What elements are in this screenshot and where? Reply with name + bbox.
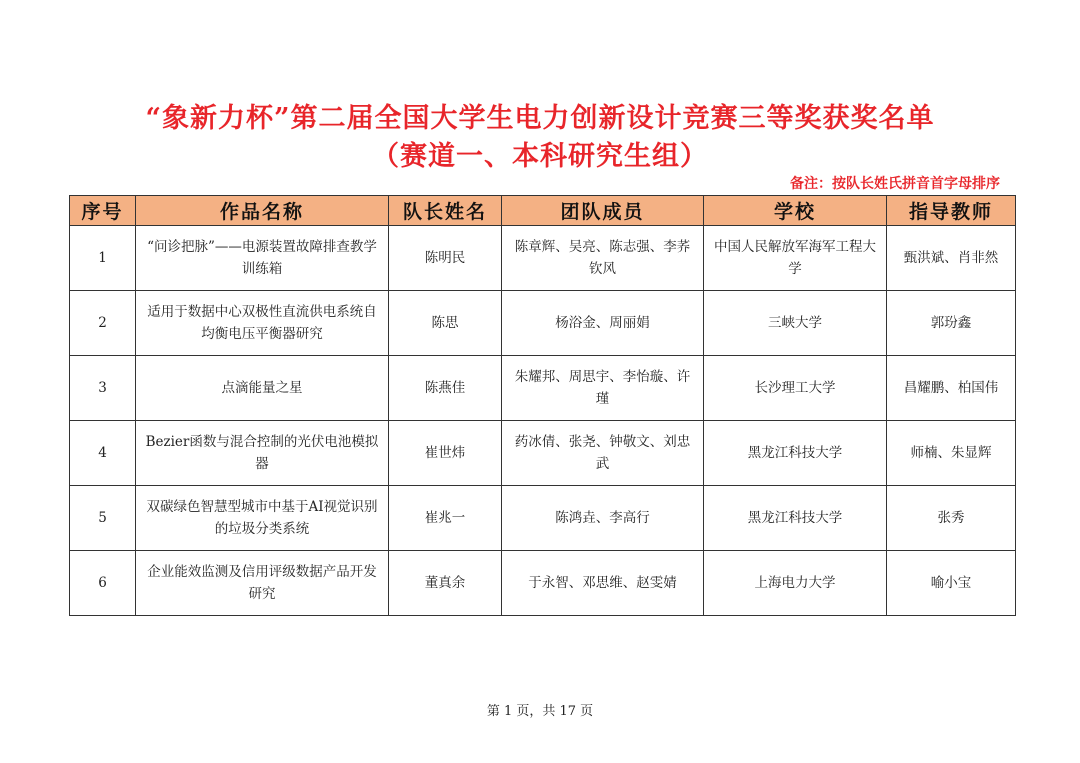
cell-project-name: 点滴能量之星 [136,356,389,421]
cell-teacher: 甄洪斌、肖非然 [887,226,1016,291]
cell-teacher: 张秀 [887,486,1016,551]
header-school: 学校 [704,196,887,226]
cell-captain: 陈明民 [389,226,502,291]
header-captain: 队长姓名 [389,196,502,226]
cell-index: 2 [70,291,136,356]
cell-members: 陈章辉、吴亮、陈志强、李荞钦风 [502,226,704,291]
table-row [70,356,1016,421]
cell-members: 于永智、邓思维、赵雯婧 [502,551,704,616]
cell-members: 朱耀邦、周思宇、李怡璇、许瑾 [502,356,704,421]
cell-index: 1 [70,226,136,291]
cell-teacher: 师楠、朱显辉 [887,421,1016,486]
cell-teacher: 昌耀鹏、柏国伟 [887,356,1016,421]
header-project-name: 作品名称 [136,196,389,226]
header-index: 序号 [70,196,136,226]
cell-captain: 崔世炜 [389,421,502,486]
page-subtitle: （赛道一、本科研究生组） [372,141,708,172]
cell-school: 黑龙江科技大学 [704,421,887,486]
cell-captain: 董真余 [389,551,502,616]
cell-members: 杨浴金、周丽娟 [502,291,704,356]
cell-index: 5 [70,486,136,551]
cell-index: 3 [70,356,136,421]
table-row [70,421,1016,486]
cell-project-name: 适用于数据中心双极性直流供电系统自均衡电压平衡器研究 [136,291,389,356]
table-row [70,291,1016,356]
cell-school: 上海电力大学 [704,551,887,616]
sort-note: 备注：按队长姓氏拼音首字母排序 [790,176,1000,192]
cell-project-name: 双碳绿色智慧型城市中基于AI视觉识别的垃圾分类系统 [136,486,389,551]
cell-school: 长沙理工大学 [704,356,887,421]
cell-project-name: 企业能效监测及信用评级数据产品开发研究 [136,551,389,616]
cell-captain: 崔兆一 [389,486,502,551]
cell-members: 药冰倩、张尧、钟敬文、刘忠武 [502,421,704,486]
cell-captain: 陈燕佳 [389,356,502,421]
cell-project-name: Bezier函数与混合控制的光伏电池模拟器 [136,421,389,486]
header-members: 团队成员 [502,196,704,226]
cell-teacher: 郭玢鑫 [887,291,1016,356]
table-row [70,551,1016,616]
cell-school: 中国人民解放军海军工程大学 [704,226,887,291]
cell-index: 4 [70,421,136,486]
cell-project-name: “问诊把脉”——电源装置故障排查教学训练箱 [136,226,389,291]
award-table [69,195,1016,616]
cell-school: 黑龙江科技大学 [704,486,887,551]
table-row [70,486,1016,551]
page-title: “象新力杯”第二届全国大学生电力创新设计竞赛三等奖获奖名单 [145,103,935,134]
cell-members: 陈鸿垚、李高行 [502,486,704,551]
header-teacher: 指导教师 [887,196,1016,226]
page-footer: 第 1 页，共 17 页 [486,704,594,719]
table-header-row [70,196,1016,226]
cell-teacher: 喻小宝 [887,551,1016,616]
table-row [70,226,1016,291]
cell-school: 三峡大学 [704,291,887,356]
cell-captain: 陈思 [389,291,502,356]
cell-index: 6 [70,551,136,616]
